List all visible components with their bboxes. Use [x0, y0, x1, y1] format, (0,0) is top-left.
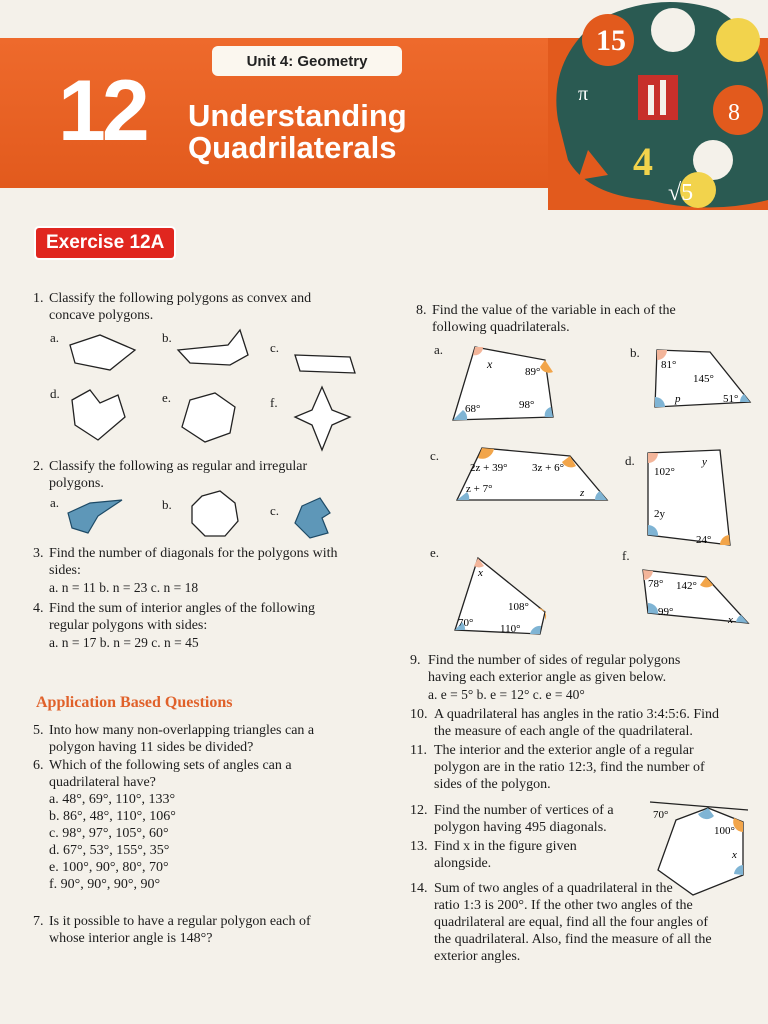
- fig-d-102: 102°: [654, 466, 675, 478]
- fig-d-2y: 2y: [654, 508, 665, 520]
- math-art-graphic: [548, 0, 768, 210]
- svg-text:4: 4: [633, 139, 653, 184]
- fig-c-3z6: 3z + 6°: [532, 462, 564, 474]
- unit-label: Unit 4: Geometry: [212, 46, 402, 76]
- question-5: 5. Into how many non-overlapping triangles can a polygon having 11 sides be divided?: [33, 723, 315, 755]
- q1-label-b: b.: [162, 330, 172, 345]
- fig13-100: 100°: [714, 825, 735, 837]
- fig-b-51: 51°: [723, 393, 739, 405]
- fig-b-p: p: [675, 393, 681, 405]
- q2-fig-c: [295, 498, 330, 538]
- fig13-70: 70°: [653, 809, 669, 821]
- q2-label-c: c.: [270, 503, 280, 518]
- svg-text:15: 15: [596, 24, 626, 57]
- fig-a-98: 98°: [519, 399, 535, 411]
- q8-fig-a: [445, 342, 565, 424]
- q8-fig-d: [640, 445, 740, 555]
- question-3: 3. Find the number of diagonals for the polygons with sides: a. n = 11 b. n = 23 c. n = 18: [33, 546, 338, 595]
- fig-f-142: 142°: [676, 580, 697, 592]
- fig-b-145: 145°: [693, 373, 714, 385]
- q8-label-c: c.: [430, 448, 440, 463]
- fig-f-78: 78°: [648, 578, 664, 590]
- q8-fig-e: [450, 550, 555, 640]
- q8-label-e: e.: [430, 545, 440, 560]
- fig-c-z: z: [580, 487, 585, 499]
- q6-option-b: b. 86°, 48°, 110°, 106°: [49, 809, 176, 824]
- fig-a-x: x: [487, 357, 493, 371]
- fig-f-x: x: [728, 614, 733, 626]
- fig-d-y: y: [702, 456, 707, 468]
- q2-fig-a: [68, 500, 122, 533]
- chapter-title: [188, 100, 407, 164]
- chapter-title-line2: Quadrilaterals: [188, 130, 397, 165]
- q1-fig-c: [295, 355, 355, 373]
- question-6: 6. Which of the following sets of angles can a quadrilateral have? a. 48°, 69°, 110°, 133° b. 86°, 48°, 110°, 106° c. 98°, 97°, 105°, 60° d. 67°, 53°, 155°, 35° e. 100°, 90°, 80°, 70° f. 90°, 90°, 90°, 90°: [33, 758, 292, 892]
- q6-option-f: f. 90°, 90°, 90°, 90°: [49, 877, 161, 892]
- question-10: 10. A quadrilateral has angles in the ratio 3:4:5:6. Find the measure of each angle of the quadrilateral.: [410, 707, 719, 739]
- q2-figures: [60, 488, 350, 548]
- exercise-label: Exercise 12A: [36, 228, 174, 258]
- fig-a-89: 89°: [525, 366, 541, 378]
- fig-e-108: 108°: [508, 601, 529, 613]
- q1-label-f: f.: [270, 395, 278, 410]
- q6-option-a: a. 48°, 69°, 110°, 133°: [49, 792, 176, 807]
- q6-option-d: d. 67°, 53°, 155°, 35°: [49, 843, 170, 858]
- q1-fig-a: [70, 335, 135, 370]
- q1-label-e: e.: [162, 390, 172, 405]
- application-heading: Application Based Questions: [36, 694, 233, 711]
- fig-a-68: 68°: [465, 403, 481, 415]
- question-14: 14. Sum of two angles of a quadrilateral in the ratio 1:3 is 200°. If the other two angles of the quadrilateral are equal, find all the four angles of the quadrilateral. Also, find the measure of all the exterior angles.: [410, 881, 712, 964]
- q1-label-c: c.: [270, 340, 280, 355]
- question-9: 9. Find the number of sides of regular polygons having each exterior angle as given below. a. e = 5° b. e = 12° c. e = 40°: [410, 653, 681, 702]
- chapter-number: 12: [58, 63, 146, 159]
- q8-label-d: d.: [625, 453, 635, 468]
- fig-c-z7: z + 7°: [466, 483, 493, 495]
- q8-label-b: b.: [630, 345, 640, 360]
- q6-option-e: e. 100°, 90°, 80°, 70°: [49, 860, 169, 875]
- fig-e-110: 110°: [500, 623, 521, 635]
- q8-label-a: a.: [434, 342, 444, 357]
- fig-c-2z39: 2z + 39°: [470, 462, 508, 474]
- q6-option-c: c. 98°, 97°, 105°, 60°: [49, 826, 169, 841]
- q8-label-f: f.: [622, 548, 630, 563]
- question-12: 12. Find the number of vertices of a polygon having 495 diagonals.: [410, 803, 614, 835]
- q2-label-b: b.: [162, 497, 172, 512]
- q8-fig-b: [645, 342, 755, 414]
- q1-figures: [60, 325, 360, 455]
- q2-fig-b: [192, 491, 238, 536]
- q1-label-d: d.: [50, 386, 60, 401]
- fig-f-99: 99°: [658, 606, 674, 618]
- question-1: 1. Classify the following polygons as convex and concave polygons.: [33, 291, 312, 323]
- fig13-x: x: [732, 849, 737, 861]
- question-7: 7. Is it possible to have a regular polygon each of whose interior angle is 148°?: [33, 914, 311, 946]
- fig-e-x: x: [478, 567, 483, 579]
- fig-d-24: 24°: [696, 534, 712, 546]
- svg-text:π: π: [578, 83, 589, 105]
- svg-text:8: 8: [728, 100, 740, 126]
- q1-fig-f: [295, 387, 350, 450]
- q1-label-a: a.: [50, 330, 60, 345]
- fig-b-81: 81°: [661, 359, 677, 371]
- q8-fig-f: [638, 565, 753, 630]
- svg-text:√5: √5: [668, 180, 694, 206]
- question-13: 13. Find x in the figure given alongside.: [410, 839, 577, 871]
- chapter-title-line1: Understanding: [188, 98, 407, 133]
- question-8: 8. Find the value of the variable in each of the following quadrilaterals.: [416, 303, 676, 335]
- q8-fig-c: [452, 438, 612, 508]
- q2-label-a: a.: [50, 495, 60, 510]
- q1-fig-b: [178, 330, 248, 365]
- question-11: 11. The interior and the exterior angle of a regular polygon are in the ratio 12:3, find the number of sides of the polygon.: [410, 743, 705, 792]
- fig-e-70: 70°: [458, 617, 474, 629]
- q1-fig-d: [72, 390, 125, 440]
- question-4: 4. Find the sum of interior angles of the following regular polygons with sides: a. n = 17 b. n = 29 c. n = 45: [33, 601, 315, 650]
- question-2: 2. Classify the following as regular and irregular polygons.: [33, 459, 308, 491]
- q1-fig-e: [182, 393, 235, 442]
